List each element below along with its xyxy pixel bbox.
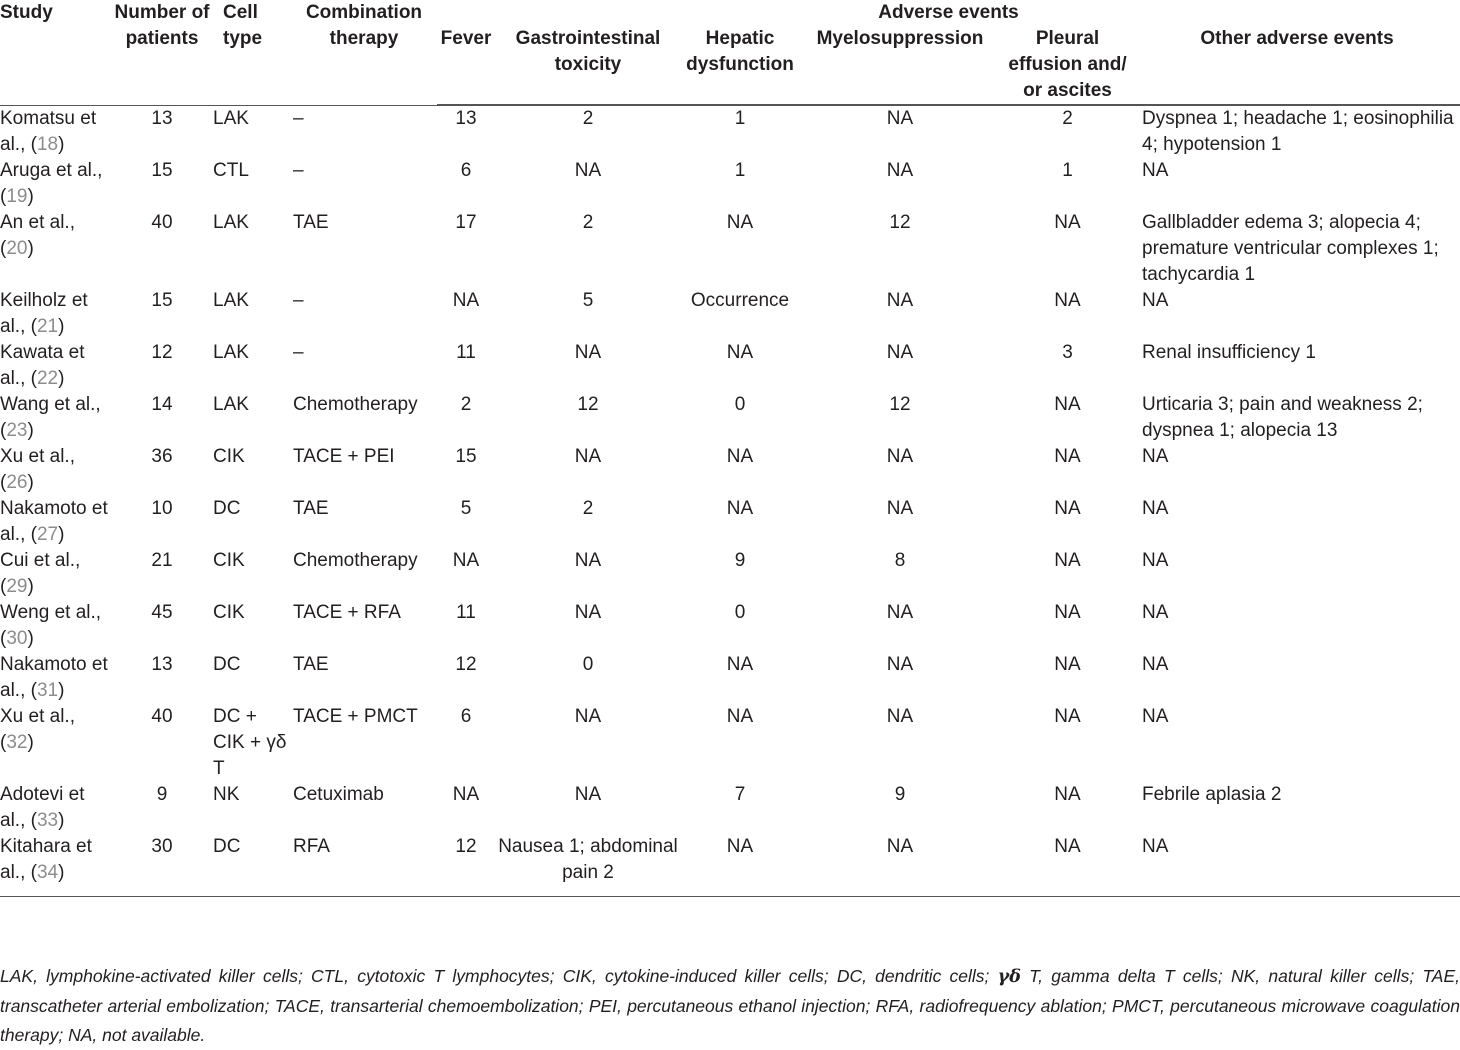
cell-fever: 17	[455, 212, 477, 233]
cell-myelosuppression: NA	[886, 498, 914, 519]
study-citation: (32)	[0, 732, 34, 753]
cell-patients: 10	[151, 498, 173, 519]
table-row	[0, 444, 1460, 496]
table-row	[0, 782, 1460, 834]
cell-hepatic: NA	[726, 446, 754, 467]
cell-other: NA	[1142, 602, 1169, 623]
cell-pleural: 1	[1062, 160, 1073, 181]
cell-hepatic: 7	[734, 784, 746, 805]
footnote-text-1: LAK, lymphokine-activated killer cells; CTL, cytotoxic T lymphocytes; CIK, cytokine-induced killer cells; DC, dendritic cells;	[0, 966, 998, 986]
cell-fever: 5	[460, 498, 472, 519]
table-footnote	[0, 962, 1460, 1050]
study-name: Weng et al.,	[0, 602, 102, 623]
header-pleural: Pleural effusion and/ or ascites	[1001, 26, 1134, 105]
cell-cell-type: LAK	[213, 290, 249, 311]
cell-combination: TACE + PEI	[293, 446, 395, 467]
study-citation: (33)	[30, 810, 65, 831]
cell-cell-type: CIK	[213, 446, 245, 467]
reference-link[interactable]: 23	[6, 420, 28, 441]
reference-link[interactable]: 31	[36, 680, 59, 701]
footnote-gamma-delta: γδ	[997, 967, 1021, 987]
cell-combination: TAE	[293, 498, 329, 519]
cell-fever: NA	[452, 784, 480, 805]
study-citation: (19)	[0, 186, 34, 207]
cell-cell-type: DC	[213, 654, 241, 675]
study-citation: (26)	[0, 472, 34, 493]
cell-other: Renal insufficiency 1	[1142, 342, 1316, 363]
cell-fever: 6	[460, 706, 472, 727]
cell-study	[0, 392, 113, 444]
cell-hepatic: NA	[726, 706, 754, 727]
cell-gastrointestinal: NA	[574, 602, 602, 623]
cell-hepatic: 1	[734, 108, 746, 129]
cell-combination: TAE	[293, 654, 329, 675]
cell-patients: 45	[151, 602, 173, 623]
header-combination-therapy: Combination therapy	[305, 2, 423, 49]
cell-myelosuppression: 12	[889, 394, 911, 415]
table-body	[0, 106, 1460, 897]
cell-combination: TACE + PMCT	[293, 706, 418, 727]
study-name: Cui et al.,	[0, 550, 81, 571]
cell-hepatic: 0	[734, 394, 746, 415]
cell-pleural: NA	[1054, 654, 1081, 675]
study-name: Kitahara et al.,	[0, 836, 92, 883]
cell-combination: Cetuximab	[293, 784, 384, 805]
cell-fever: 11	[456, 342, 476, 363]
cell-other: Urticaria 3; pain and weakness 2; dyspnea 1; alopecia 13	[1142, 394, 1423, 441]
study-citation: (34)	[30, 862, 65, 883]
study-citation: (30)	[0, 628, 34, 649]
cell-other: NA	[1142, 654, 1169, 675]
cell-pleural: NA	[1054, 498, 1081, 519]
cell-study	[0, 340, 113, 392]
reference-link[interactable]: 29	[6, 576, 28, 597]
cell-study	[0, 704, 113, 782]
cell-pleural: NA	[1054, 550, 1081, 571]
cell-patients: 9	[156, 784, 168, 805]
reference-link[interactable]: 33	[36, 810, 59, 831]
study-citation: (31)	[30, 680, 65, 701]
cell-cell-type: CIK	[213, 550, 245, 571]
study-name: Keilholz et al.,	[0, 290, 88, 337]
cell-other: NA	[1142, 160, 1169, 181]
cell-myelosuppression: NA	[886, 160, 914, 181]
cell-study	[0, 158, 113, 210]
reference-link[interactable]: 26	[6, 472, 28, 493]
cell-gastrointestinal: NA	[574, 446, 602, 467]
cell-study	[0, 548, 113, 600]
cell-gastrointestinal: 2	[582, 498, 594, 519]
cell-gastrointestinal: 12	[577, 394, 599, 415]
study-name: Nakamoto et al.,	[0, 654, 108, 701]
cell-pleural: NA	[1054, 784, 1081, 805]
cell-patients: 40	[151, 706, 173, 727]
cell-pleural: NA	[1054, 446, 1081, 467]
cell-fever: 12	[455, 836, 477, 857]
cell-combination: TACE + RFA	[293, 602, 401, 623]
cell-patients: 36	[151, 446, 173, 467]
cell-combination: –	[293, 342, 304, 363]
cell-study	[0, 496, 113, 548]
table-row	[0, 340, 1460, 392]
cell-other: NA	[1142, 446, 1169, 467]
cell-gastrointestinal: NA	[574, 706, 602, 727]
cell-cell-type: NK	[213, 784, 240, 805]
cell-other: Dyspnea 1; headache 1; eosinophilia 4; hypotension 1	[1142, 108, 1454, 155]
cell-other: NA	[1142, 498, 1169, 519]
cell-myelosuppression: NA	[886, 446, 914, 467]
cell-study	[0, 834, 113, 897]
cell-study	[0, 652, 113, 704]
cell-combination: –	[293, 108, 304, 129]
cell-study	[0, 288, 113, 340]
cell-pleural: NA	[1054, 212, 1081, 233]
cell-pleural: NA	[1054, 394, 1081, 415]
cell-cell-type: LAK	[213, 342, 249, 363]
cell-fever: 15	[455, 446, 477, 467]
cell-pleural: NA	[1054, 602, 1081, 623]
cell-fever: NA	[452, 550, 480, 571]
cell-study	[0, 444, 113, 496]
reference-link[interactable]: 32	[6, 732, 28, 753]
cell-myelosuppression: 12	[889, 212, 911, 233]
cell-combination: –	[293, 160, 304, 181]
cell-hepatic: 0	[734, 602, 746, 623]
table-row	[0, 704, 1460, 782]
header-gastrointestinal: Gastrointestinal toxicity	[495, 26, 681, 105]
cell-pleural: NA	[1054, 706, 1081, 727]
cell-cell-type: CTL	[213, 160, 249, 181]
cell-fever: 11	[456, 602, 476, 623]
header-fever: Fever	[437, 26, 495, 105]
cell-study	[0, 782, 113, 834]
cell-myelosuppression: NA	[886, 654, 914, 675]
cell-cell-type: LAK	[213, 394, 249, 415]
cell-patients: 21	[151, 550, 173, 571]
cell-cell-type: DC	[213, 836, 241, 857]
cell-other: NA	[1142, 290, 1169, 311]
study-name: Komatsu et al.,	[0, 108, 97, 155]
reference-link[interactable]: 34	[36, 862, 59, 883]
cell-gastrointestinal: NA	[574, 550, 602, 571]
cell-study	[0, 210, 113, 288]
cell-myelosuppression: NA	[886, 290, 914, 311]
study-name: Xu et al.,	[0, 706, 75, 727]
cell-combination: Chemotherapy	[293, 550, 418, 571]
cell-combination: –	[293, 290, 304, 311]
header-patients: Number of patients	[114, 2, 210, 49]
reference-link[interactable]: 19	[6, 186, 28, 207]
cell-fever: 2	[460, 394, 472, 415]
study-citation: (21)	[30, 316, 65, 337]
cell-hepatic: NA	[726, 212, 754, 233]
cell-myelosuppression: NA	[886, 342, 914, 363]
cell-fever: 12	[455, 654, 477, 675]
cell-gastrointestinal: NA	[574, 784, 602, 805]
cell-hepatic: NA	[726, 654, 754, 675]
reference-link[interactable]: 22	[36, 368, 59, 389]
study-citation: (18)	[30, 134, 65, 155]
cell-gastrointestinal: 2	[582, 212, 594, 233]
study-name: Kawata et al.,	[0, 342, 85, 389]
cell-hepatic: NA	[726, 836, 754, 857]
table-row	[0, 210, 1460, 288]
footnote-text-2: T, gamma delta T cells; NK, natural killer cells; TAE, transcatheter arterial embolization; TACE, transarterial chemoembolization; PEI, percutaneous ethanol injection; RFA, radiofrequency ablation; PMCT, percutaneous microwave coagulation therapy; NA, not available.	[0, 966, 1460, 1045]
table-row	[0, 158, 1460, 210]
cell-fever: 13	[455, 108, 477, 129]
cell-study	[0, 106, 113, 159]
table-row	[0, 600, 1460, 652]
cell-patients: 40	[151, 212, 173, 233]
table-header	[0, 0, 1460, 106]
cell-pleural: 3	[1062, 342, 1073, 363]
cell-pleural: 2	[1062, 108, 1073, 129]
cell-gastrointestinal: NA	[574, 342, 602, 363]
cell-study	[0, 600, 113, 652]
reference-link[interactable]: 21	[36, 316, 59, 337]
reference-link[interactable]: 27	[36, 524, 59, 545]
cell-cell-type: CIK	[213, 602, 245, 623]
cell-patients: 13	[151, 654, 173, 675]
table-row	[0, 834, 1460, 897]
cell-patients: 15	[151, 160, 173, 181]
reference-link[interactable]: 20	[6, 238, 28, 259]
cell-cell-type: LAK	[213, 212, 249, 233]
cell-hepatic: NA	[726, 498, 754, 519]
table-row	[0, 548, 1460, 600]
cell-myelosuppression: NA	[886, 108, 914, 129]
cell-myelosuppression: NA	[886, 836, 914, 857]
cell-patients: 15	[151, 290, 173, 311]
cell-myelosuppression: NA	[886, 602, 914, 623]
cell-hepatic: 9	[734, 550, 746, 571]
study-citation: (20)	[0, 238, 34, 259]
header-cell-type: Cell type	[223, 2, 263, 49]
cell-myelosuppression: 9	[894, 784, 906, 805]
cell-gastrointestinal: NA	[574, 160, 602, 181]
cell-cell-type: LAK	[213, 108, 249, 129]
cell-myelosuppression: NA	[886, 706, 914, 727]
cell-patients: 13	[151, 108, 173, 129]
study-name: Aruga et al.,	[0, 160, 103, 181]
header-myelosuppression: Myelosuppression	[799, 26, 1001, 105]
header-hepatic: Hepatic dysfunction	[681, 26, 799, 105]
cell-hepatic: NA	[726, 342, 754, 363]
cell-pleural: NA	[1054, 836, 1081, 857]
header-other: Other adverse events	[1134, 26, 1460, 105]
study-name: An et al.,	[0, 212, 75, 233]
cell-patients: 12	[151, 342, 173, 363]
adverse-events-title: Adverse events	[878, 2, 1019, 23]
table-row	[0, 496, 1460, 548]
cell-combination: Chemotherapy	[293, 394, 418, 415]
study-name: Wang et al.,	[0, 394, 101, 415]
cell-gastrointestinal: 2	[582, 108, 594, 129]
cell-fever: 6	[460, 160, 472, 181]
cell-other: NA	[1142, 836, 1169, 857]
cell-combination: TAE	[293, 212, 329, 233]
study-citation: (23)	[0, 420, 34, 441]
header-study: Study	[0, 2, 53, 23]
table-row	[0, 392, 1460, 444]
cell-myelosuppression: 8	[894, 550, 906, 571]
table-row	[0, 288, 1460, 340]
cell-other: Febrile aplasia 2	[1142, 784, 1282, 805]
cell-cell-type: DC + CIK + γδ T	[213, 706, 287, 779]
study-name: Nakamoto et al.,	[0, 498, 108, 545]
reference-link[interactable]: 18	[36, 134, 59, 155]
cell-gastrointestinal: 0	[582, 654, 594, 675]
cell-pleural: NA	[1054, 290, 1081, 311]
study-citation: (29)	[0, 576, 34, 597]
cell-cell-type: DC	[213, 498, 241, 519]
cell-gastrointestinal: 5	[582, 290, 594, 311]
cell-gastrointestinal: Nausea 1; abdominal pain 2	[498, 836, 678, 883]
table-row	[0, 106, 1460, 159]
study-citation: (27)	[30, 524, 65, 545]
cell-other: NA	[1142, 550, 1169, 571]
cell-other: Gallbladder edema 3; alopecia 4; premature ventricular complexes 1; tachycardia 1	[1142, 212, 1439, 285]
header-adverse-events-group	[437, 0, 1460, 26]
study-name: Xu et al.,	[0, 446, 75, 467]
study-citation: (22)	[30, 368, 65, 389]
table-row	[0, 652, 1460, 704]
cell-patients: 30	[151, 836, 173, 857]
study-name: Adotevi et al.,	[0, 784, 85, 831]
cell-other: NA	[1142, 706, 1169, 727]
cell-patients: 14	[151, 394, 173, 415]
cell-hepatic: 1	[734, 160, 746, 181]
reference-link[interactable]: 30	[6, 628, 28, 649]
cell-hepatic: Occurrence	[690, 290, 790, 311]
cell-fever: NA	[452, 290, 480, 311]
cell-combination: RFA	[293, 836, 330, 857]
